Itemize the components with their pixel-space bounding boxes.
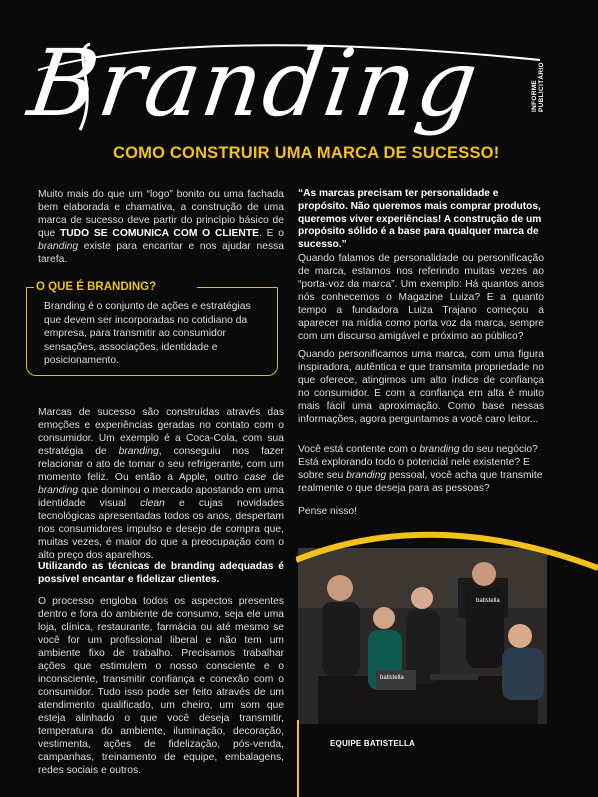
page-subtitle: COMO CONSTRUIR UMA MARCA DE SUCESSO!	[113, 144, 500, 162]
definition-box-text: Branding é o conjunto de ações e estratégias que devem ser incorporadas no cotidiano da empresa, para transmitir ao consumidor sensações, associações, identidade e posicionamento.	[44, 301, 251, 366]
left-highlight: Utilizando as técnicas de branding adequadas é possível encantar e fidelizar clientes.	[38, 561, 284, 585]
left-paragraph-1: Marcas de sucesso são construídas através das emoções e experiências geradas no contato com o consumidor. Um exemplo é a Coca-Cola, com sua estratégia de branding, conseguiu nos fazer relacionar o ato de tomar o seu refrigerante, com um momento feliz. Ou então a Apple, outro case de branding que dominou o mercado apostando em uma identidade visual clean e cujas novidades tecnológicas apresentadas todos os anos, despertam nos consumidores impulso e desejo de compra que, muitas vezes, é maior do que a preocupação com o alto preço dos aparelhos.	[38, 407, 284, 561]
definition-box-title: O QUE É BRANDING?	[36, 281, 157, 293]
right-paragraph-4: Pense nisso!	[298, 506, 357, 517]
left-paragraph-2: O processo engloba todos os aspectos presentes dentro e fora do ambiente de consumo, seja ele uma loja, clínica, restaurante, farmácia ou até mesmo se você for um profissional liberal e não tem um ambiente fixo de trabalho. Precisamos trabalhar ações que estimulem o nosso consciente e o inconsciente, transmitir confiança e conexão com o consumidor. Tudo isso pode ser feito através de um atendimento qualificado, um cheiro, um som que esteja alinhado o que você deseja transmitir, temperatura do ambiente, iluminação, decoração, vestimenta, ações de fidelização, pós-venda, campanhas, treinamento de equipe, embalagens, redes sociais e outros.	[38, 596, 284, 776]
pull-quote: “As marcas precisam ter personalidade e propósito. Não queremos mais comprar produtos, queremos viver experiências! A construção de um propósito sólido é a base para qualquer marca de sucesso.”	[298, 188, 542, 251]
page-title: Branding	[22, 30, 486, 137]
photo-arc-decoration	[296, 520, 598, 797]
right-paragraph-3: Você está contente com o branding do seu negócio? Está explorando todo o potencial nele existente? E sobre seu branding pessoal, você acha que transmite realmente o que deseja para as pessoas?	[298, 444, 543, 494]
photo-sign: batistella	[476, 598, 500, 604]
right-paragraph-1: Quando falamos de personalidade ou personificação de marca, estamos nos referindo muitas vezes ao “porta-voz da marca”. Um exemplo: Há quantos anos nós conhecemos o Magazine Luiza? E a quanto tempo a fundadora Luiza Trajano começou a aparecer na mídia como porta voz da marca, sempre com um discurso amigável e próximo ao público?	[298, 253, 544, 342]
intro-paragraph: Muito mais do que um “logo” bonito ou uma fachada bem elaborada e chamativa, a construção de uma marca de sucesso deve partir do princípio básico de que TUDO SE COMUNICA COM O CLIENTE. E o branding existe para encantar e nos ajudar nessa tarefa.	[38, 189, 284, 265]
right-paragraph-2: Quando personificamos uma marca, com uma figura inspiradora, autêntica e que transmita propriedade no que oferece, atingimos um alto índice de confiança no consumidor. E com a confiança em alta é muito mais fácil uma aproximação. Como base nessas informações, agora perguntamos a você caro leitor...	[298, 349, 544, 425]
laptop-sticker: batistella	[380, 675, 404, 681]
side-label: INFORME PUBLICITÁRIO	[531, 62, 545, 112]
photo-caption: EQUIPE BATISTELLA	[330, 739, 416, 748]
